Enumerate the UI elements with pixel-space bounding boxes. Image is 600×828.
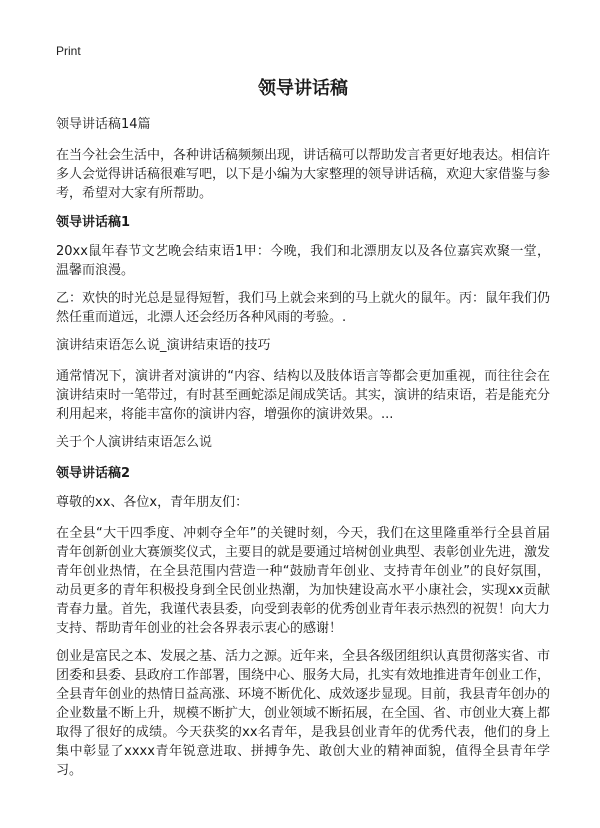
section-heading-1: 领导讲话稿1	[56, 215, 131, 230]
page-title: 领导讲话稿	[258, 78, 348, 99]
document-subtitle: 领导讲话稿14篇	[56, 117, 151, 132]
paragraph: 20xx鼠年春节文艺晚会结束语1甲：今晚，我们和北漂朋友以及各位嘉宾欢聚一堂，温馨而浪漫。	[56, 244, 550, 278]
paragraph: 通常情况下，演讲者对演讲的“内容、结构以及肢体语言等都会更加重视，而往往会在演讲结束时一笔带过，有时甚至画蛇添足闹成笑话。其实，演讲的结束语，若是能充分利用起来，将能丰富你的演讲内容，增强你的演讲效果。...	[56, 369, 551, 422]
intro-paragraph: 在当今社会生活中，各种讲话稿频频出现，讲话稿可以帮助发言者更好地表达。相信许多人会觉得讲话稿很难写吧，以下是小编为大家整理的领导讲话稿，欢迎大家借鉴与参考，希望对大家有所帮助。	[56, 148, 551, 201]
paragraph: 演讲结束语怎么说_演讲结束语的技巧	[56, 338, 271, 353]
print-link[interactable]: Print	[56, 44, 81, 58]
paragraph: 乙：欢快的时光总是显得短暂，我们马上就会来到的马上就火的鼠年。丙：鼠年我们仍然任重而道远，北漂人还会经历各种风雨的考验。.	[56, 291, 551, 325]
paragraph: 在全县“大干四季度、冲刺夺全年”的关键时刻，今天，我们在这里隆重举行全县首届青年创新创业大赛颁奖仪式，主要目的就是要通过培树创业典型、表彰创业先进，激发青年创业热情，在全县范围内营造一种“鼓励青年创业、支持青年创业”的良好氛围，动员更多的青年积极投身到全民创业热潮，为加快建设高水平小康社会，实现xx贡献青春力量。首先，我谨代表县委，向受到表彰的优秀创业青年表示热烈的祝贺！向大力支持、帮助青年创业的社会各界表示衷心的感谢！	[56, 526, 551, 636]
paragraph: 创业是富民之本、发展之基、活力之源。近年来，全县各级团组织认真贯彻落实省、市团委和县委、县政府工作部署，围绕中心、服务大局，扎实有效地推进青年创业工作，全县青年创业的热情日益高涨、环境不断优化、成效逐步显现。目前，我县青年创办的企业数量不断上升，规模不断扩大，创业领域不断拓展，在全国、省、市创业大赛上都取得了很好的成绩。今天获奖的xx名青年，是我县创业青年的优秀代表，他们的身上集中彰显了xxxx青年锐意进取、拼搏争先、敢创大业的精神面貌，值得全县青年学习。	[56, 649, 551, 778]
section-heading-2: 领导讲话稿2	[56, 466, 131, 481]
paragraph: 尊敬的xx、各位x，青年朋友们：	[56, 495, 249, 510]
paragraph: 关于个人演讲结束语怎么说	[56, 435, 213, 450]
